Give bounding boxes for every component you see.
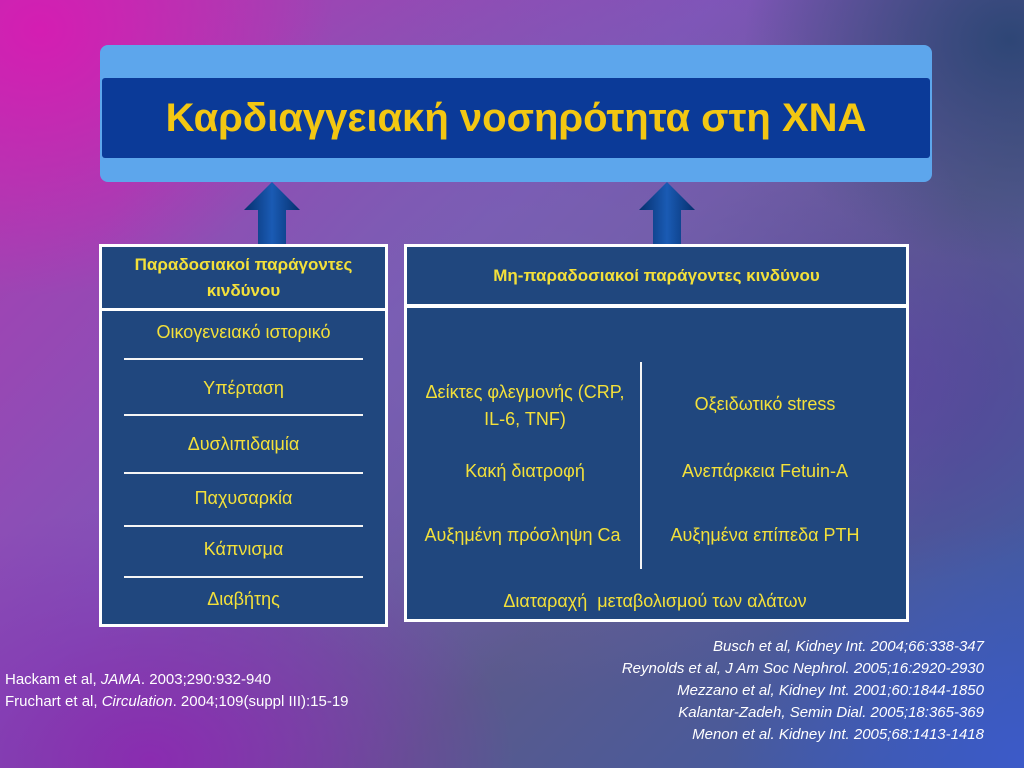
non-traditional-header-box [404, 244, 909, 307]
up-arrow-icon-right [639, 182, 695, 246]
traditional-header: Παραδοσιακοί παράγοντες κινδύνου [134, 254, 353, 300]
reference-menon: Menon et al. Kidney Int. 2005;68:1413-1418 [692, 726, 984, 743]
title-bar [102, 78, 930, 158]
oxidative-stress: Οξειδωτικό stress [694, 394, 836, 414]
slide-title: Καρδιαγγειακή νοσηρότητα στη ΧΝΑ [165, 95, 867, 140]
column-divider [640, 362, 642, 569]
reference-reynolds: Reynolds et al, J Am Soc Nephrol. 2005;16:2920-2930 [621, 660, 984, 677]
list-item-diabetes: Διαβήτης [207, 589, 280, 609]
malnutrition: Κακή διατροφή [465, 461, 585, 481]
traditional-header-box [99, 244, 388, 311]
calcium-intake: Αυξημένη πρόσληψη Ca [424, 525, 621, 545]
non-traditional-header: Μη-παραδοσιακοί παράγοντες κινδύνου [493, 265, 820, 285]
inflammation-markers: Δείκτες φλεγμονής (CRP, IL-6, TNF) [425, 382, 625, 429]
divider [124, 414, 363, 416]
list-item-hypertension: Υπέρταση [203, 378, 284, 398]
list-item-dyslipidemia: Δυσλιπιδαιμία [187, 434, 300, 454]
reference-kalantar-zadeh: Kalantar-Zadeh, Semin Dial. 2005;18:365-369 [678, 704, 984, 721]
references-right [622, 636, 984, 746]
divider [124, 576, 363, 578]
list-item-family-history: Οικογενειακό ιστορικό [156, 322, 331, 342]
fetuin-a-deficiency: Ανεπάρκεια Fetuin-A [682, 461, 848, 481]
reference-fruchart: Fruchart et al, Circulation. 2004;109(suppl III):15-19 [5, 693, 349, 710]
list-item-obesity: Παχυσαρκία [194, 488, 293, 508]
references-left [5, 669, 349, 713]
divider [124, 525, 363, 527]
divider [124, 358, 363, 360]
mineral-metabolism: Διαταραχή μεταβολισμού των αλάτων [503, 591, 807, 611]
reference-hackam: Hackam et al, JAMA. 2003;290:932-940 [5, 671, 272, 688]
pth-levels: Αυξημένα επίπεδα PTH [670, 525, 860, 545]
up-arrow-icon-left [244, 182, 300, 246]
divider [124, 472, 363, 474]
reference-mezzano: Mezzano et al, Kidney Int. 2001;60:1844-1850 [677, 682, 984, 699]
reference-busch: Busch et al, Kidney Int. 2004;66:338-347 [712, 638, 984, 655]
traditional-list-box [99, 308, 388, 627]
list-item-smoking: Κάπνισμα [203, 539, 284, 559]
